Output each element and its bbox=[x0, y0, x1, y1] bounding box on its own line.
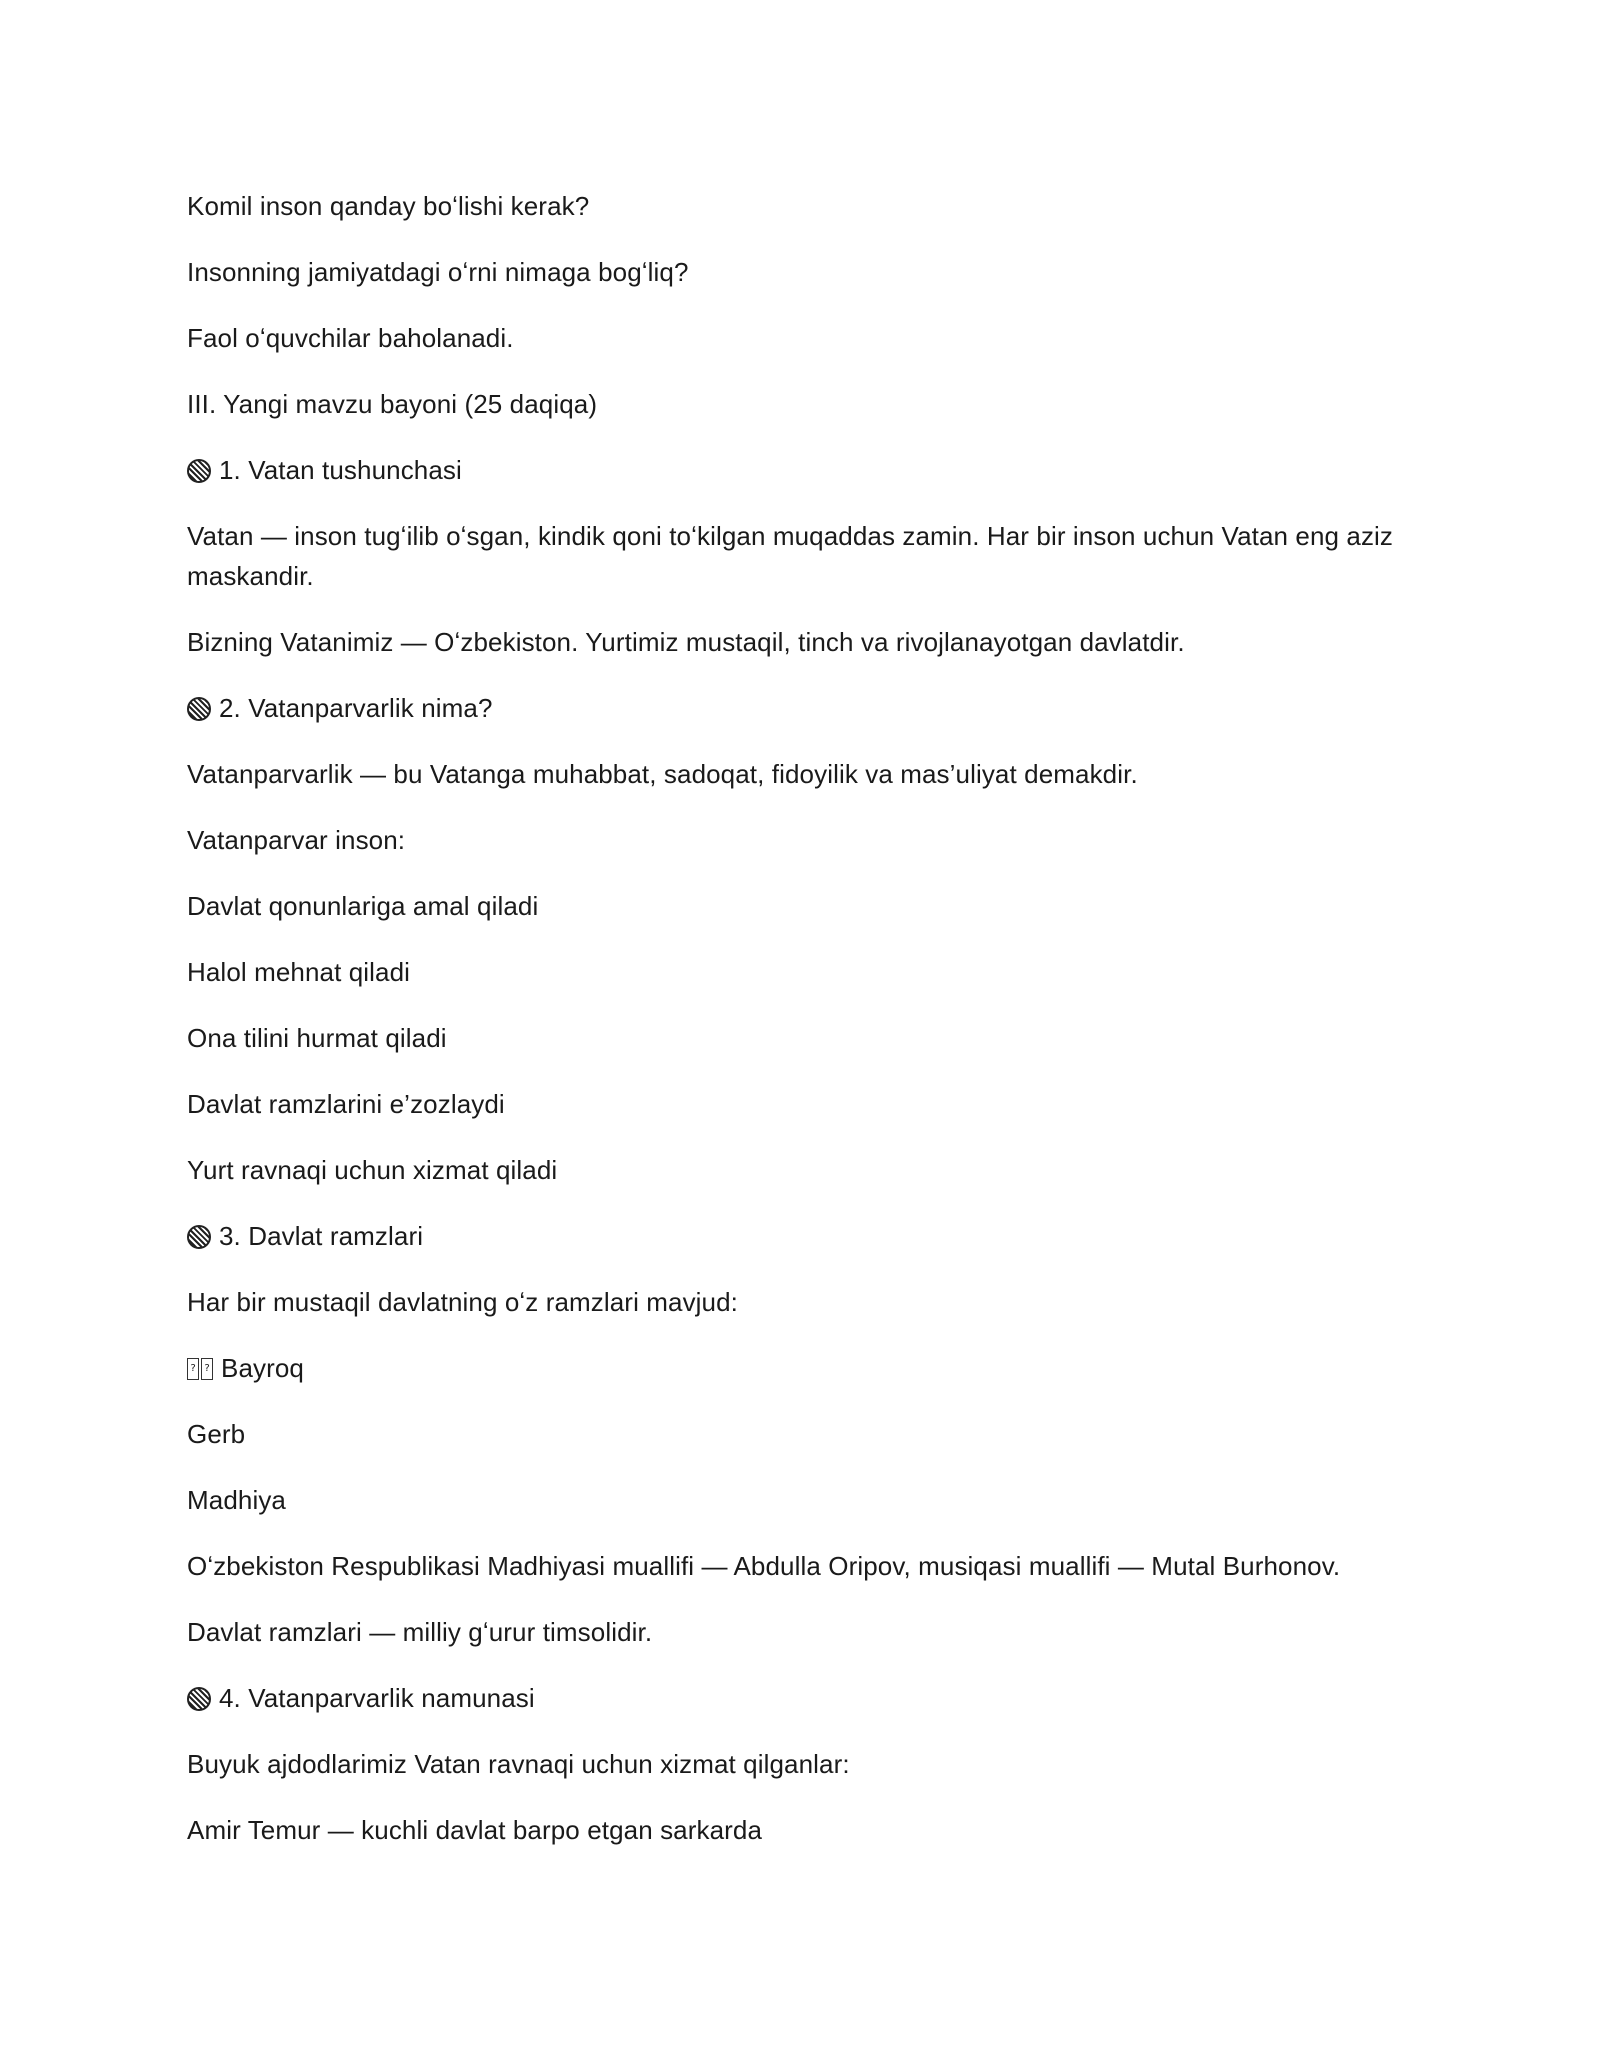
paragraph: Vatan — inson tugʻilib oʻsgan, kindik qoni toʻkilgan muqaddas zamin. Har bir inson uchun Vatan eng aziz maskandir. bbox=[187, 521, 1394, 591]
list-intro: Vatanparvar inson: bbox=[187, 825, 406, 855]
list-item: Halol mehnat qiladi bbox=[187, 957, 411, 987]
section-1-heading bbox=[187, 450, 1417, 490]
list-item-label: Bayroq bbox=[221, 1353, 304, 1383]
section-4-heading bbox=[187, 1678, 1417, 1718]
hatched-circle-icon bbox=[187, 1225, 211, 1249]
paragraph: Oʻzbekiston Respublikasi Madhiyasi muallifi — Abdulla Oripov, musiqasi muallifi — Mutal Burhonov. bbox=[187, 1551, 1341, 1581]
section-4-heading-text: 4. Vatanparvarlik namunasi bbox=[219, 1683, 535, 1713]
hatched-circle-icon bbox=[187, 697, 211, 721]
hatched-circle-icon bbox=[187, 1687, 211, 1711]
list-item: Madhiya bbox=[187, 1485, 286, 1515]
list-item: Amir Temur — kuchli davlat barpo etgan sarkarda bbox=[187, 1815, 763, 1845]
list-item: Yurt ravnaqi uchun xizmat qiladi bbox=[187, 1155, 558, 1185]
section-1-heading-text: 1. Vatan tushunchasi bbox=[219, 455, 462, 485]
list-item bbox=[187, 1348, 1417, 1388]
section-3-heading bbox=[187, 1216, 1417, 1256]
paragraph: Davlat ramzlari — milliy gʻurur timsolidir. bbox=[187, 1617, 653, 1647]
list-item: Ona tilini hurmat qiladi bbox=[187, 1023, 447, 1053]
paragraph: Vatanparvarlik — bu Vatanga muhabbat, sadoqat, fidoyilik va mas’uliyat demakdir. bbox=[187, 759, 1138, 789]
list-intro: Har bir mustaqil davlatning oʻz ramzlari mavjud: bbox=[187, 1287, 739, 1317]
missing-glyph-icon bbox=[187, 1353, 215, 1383]
question-line: Komil inson qanday boʻlishi kerak? bbox=[187, 191, 590, 221]
section-2-heading-text: 2. Vatanparvarlik nima? bbox=[219, 693, 493, 723]
hatched-circle-icon bbox=[187, 459, 211, 483]
section-3-heading-text: 3. Davlat ramzlari bbox=[219, 1221, 424, 1251]
section-2-heading bbox=[187, 688, 1417, 728]
text-line: Faol oʻquvchilar baholanadi. bbox=[187, 323, 514, 353]
list-item: Gerb bbox=[187, 1419, 246, 1449]
list-item: Davlat ramzlarini e’zozlaydi bbox=[187, 1089, 505, 1119]
question-line: Insonning jamiyatdagi oʻrni nimaga bogʻliq? bbox=[187, 257, 689, 287]
section-title: III. Yangi mavzu bayoni (25 daqiqa) bbox=[187, 389, 598, 419]
paragraph: Bizning Vatanimiz — Oʻzbekiston. Yurtimiz mustaqil, tinch va rivojlanayotgan davlatdir. bbox=[187, 627, 1185, 657]
list-item: Davlat qonunlariga amal qiladi bbox=[187, 891, 539, 921]
document-body bbox=[187, 186, 1417, 1876]
list-intro: Buyuk ajdodlarimiz Vatan ravnaqi uchun xizmat qilganlar: bbox=[187, 1749, 850, 1779]
